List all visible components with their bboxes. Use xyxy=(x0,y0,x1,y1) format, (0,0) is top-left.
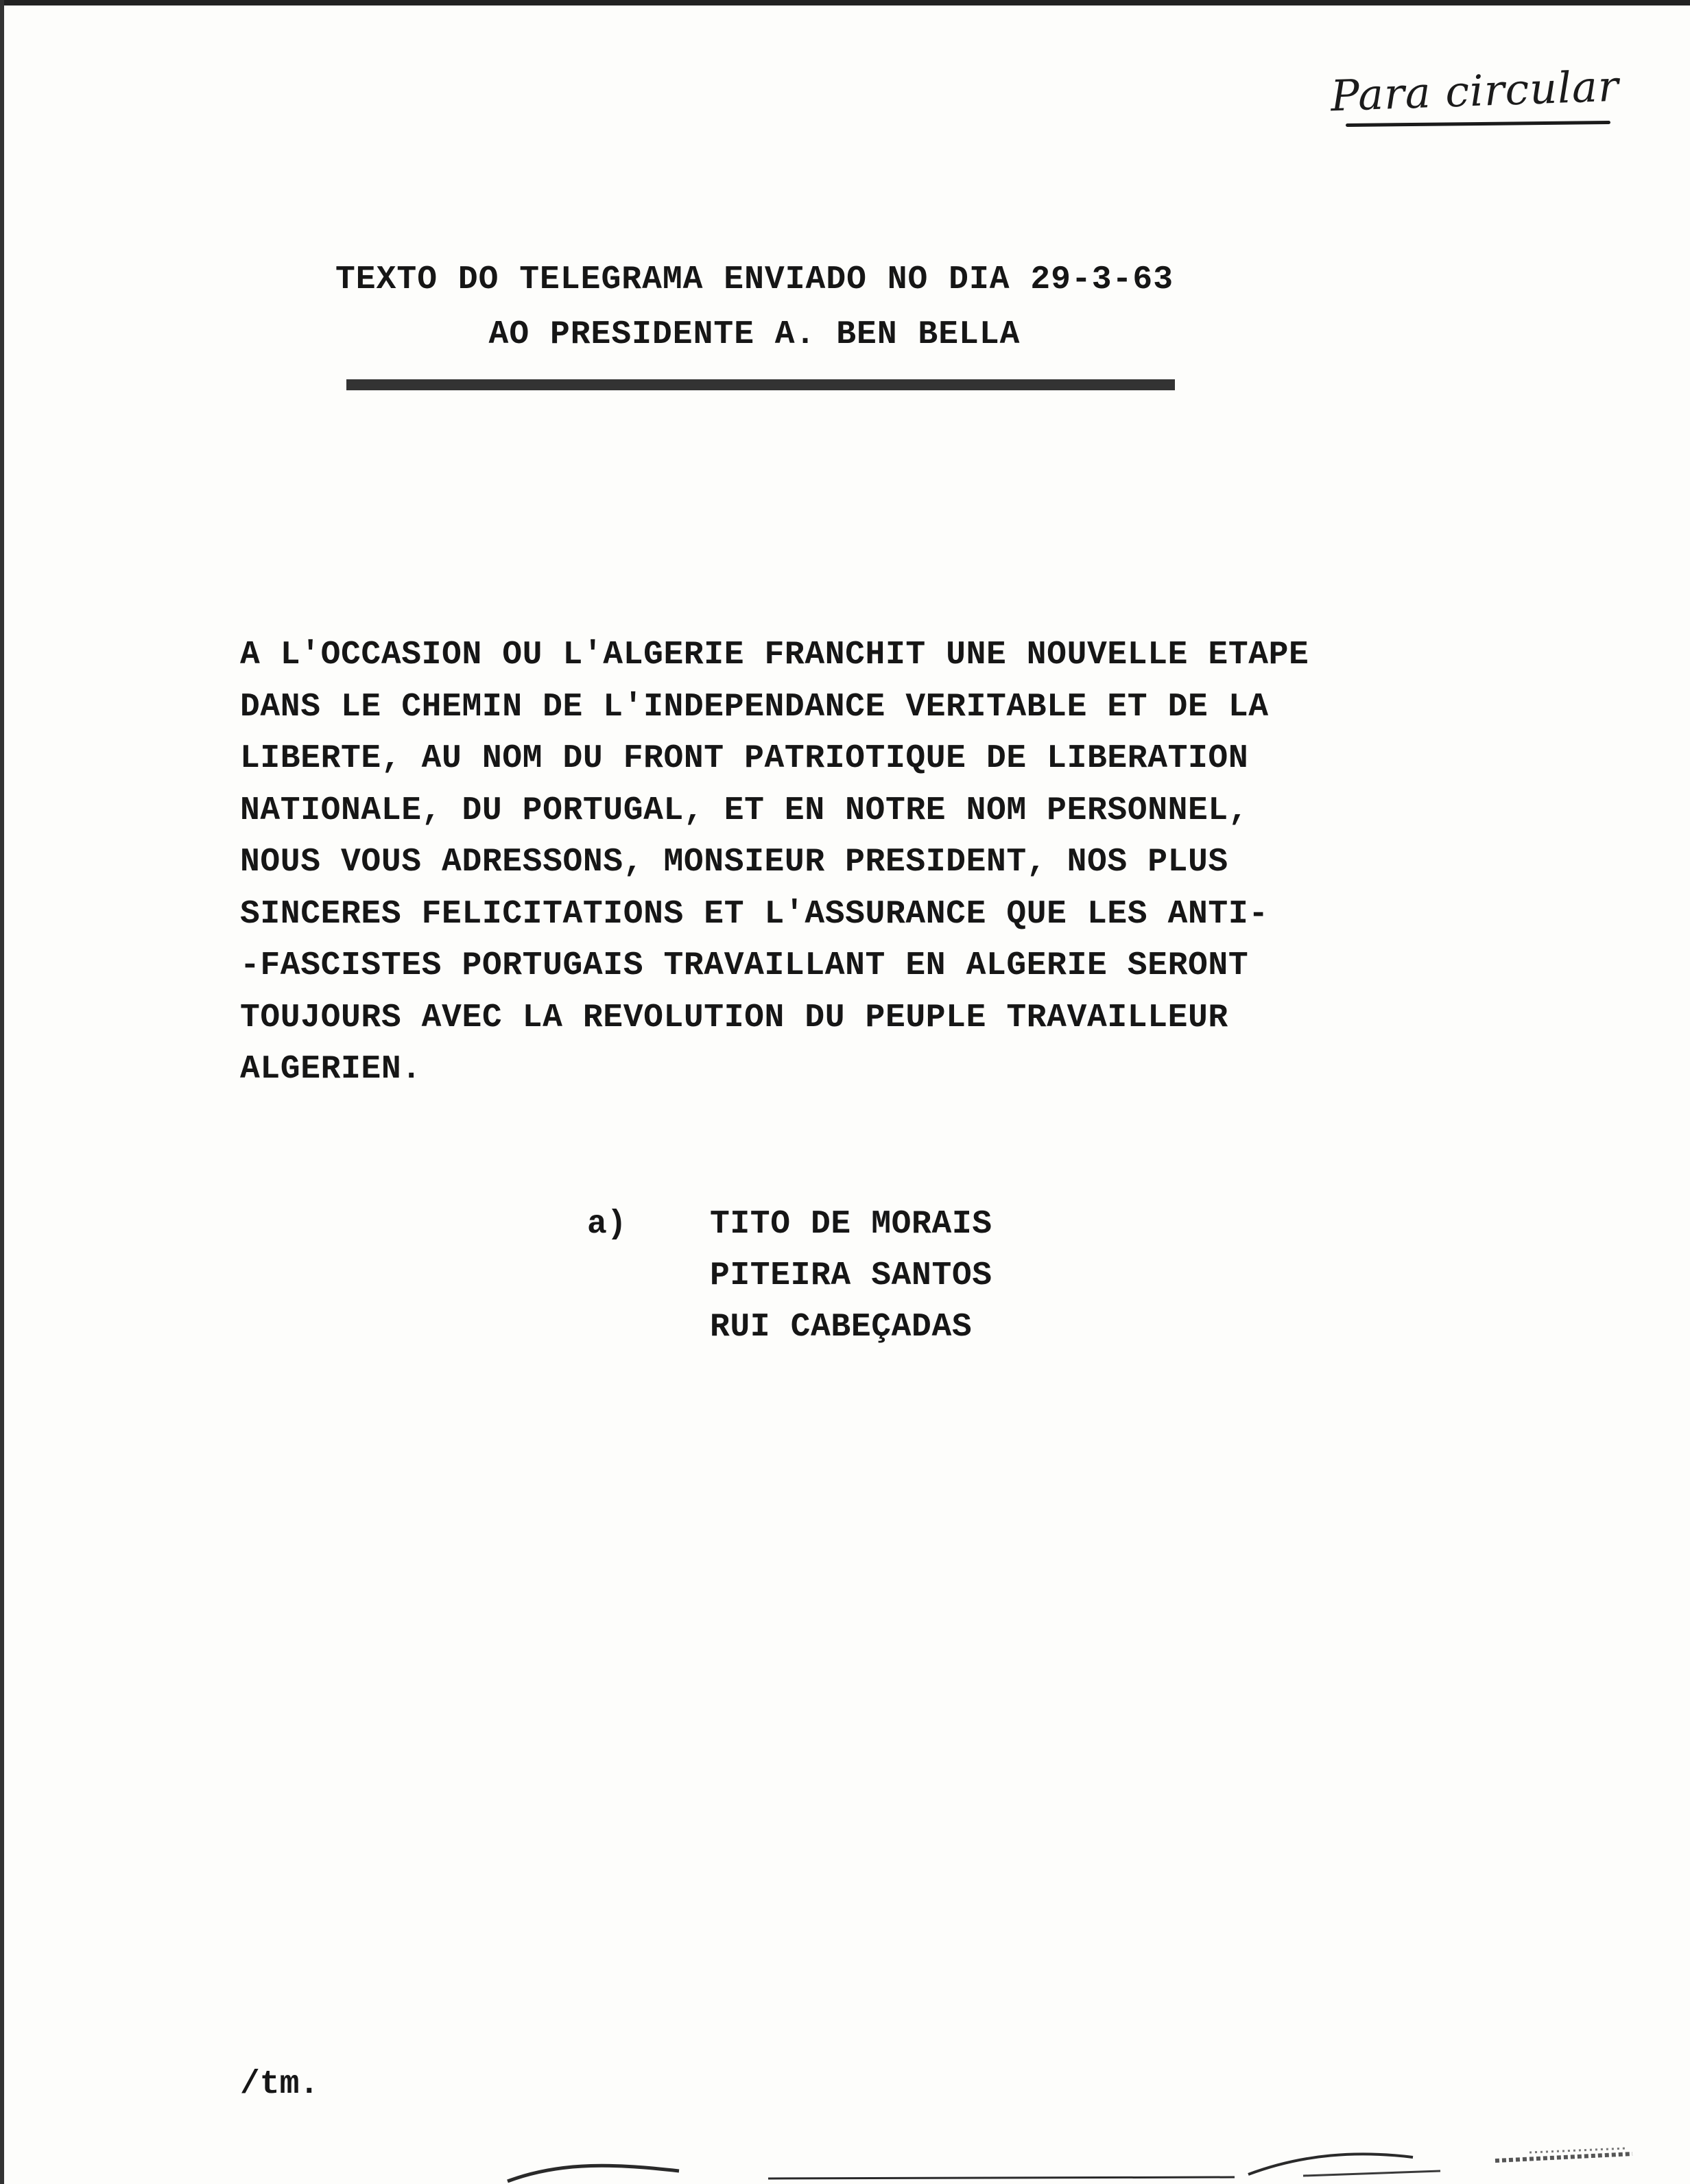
body-line: A L'OCCASION OU L'ALGERIE FRANCHIT UNE NOUVELLE ETAPE xyxy=(240,637,1309,674)
body-line: -FASCISTES PORTUGAIS TRAVAILLANT EN ALGERIE SERONT xyxy=(240,947,1249,984)
body-line: NOUS VOUS ADRESSONS, MONSIEUR PRESIDENT, NOS PLUS xyxy=(240,844,1228,881)
handwritten-note: Para circular xyxy=(1329,60,1620,121)
heading-line-2: AO PRESIDENTE A. BEN BELLA xyxy=(488,316,1021,353)
body-line: SINCERES FELICITATIONS ET L'ASSURANCE QUE LES ANTI- xyxy=(240,895,1269,933)
scan-bottom-marks xyxy=(0,2133,1690,2184)
handwritten-underline xyxy=(1346,121,1610,127)
heading-rule xyxy=(346,379,1175,390)
body-line: TOUJOURS AVEC LA REVOLUTION DU PEUPLE TRAVAILLEUR xyxy=(240,999,1228,1036)
signatory-list xyxy=(710,1199,992,1353)
signature-marker: a) xyxy=(587,1206,627,1243)
signatory-name: TITO DE MORAIS xyxy=(710,1206,992,1243)
document-heading xyxy=(206,252,1303,362)
telegram-body xyxy=(240,630,1406,1096)
body-line: NATIONALE, DU PORTUGAL, ET EN NOTRE NOM PERSONNEL, xyxy=(240,792,1249,829)
body-line: LIBERTE, AU NOM DU FRONT PATRIOTIQUE DE LIBERATION xyxy=(240,740,1249,777)
signatory-name: PITEIRA SANTOS xyxy=(710,1257,992,1294)
typist-initials: /tm. xyxy=(240,2066,320,2103)
signatory-name: RUI CABEÇADAS xyxy=(710,1309,973,1346)
scan-left-edge xyxy=(0,0,4,2184)
heading-line-1: TEXTO DO TELEGRAMA ENVIADO NO DIA 29-3-63 xyxy=(335,261,1174,298)
body-line: DANS LE CHEMIN DE L'INDEPENDANCE VERITABLE ET DE LA xyxy=(240,688,1269,726)
scan-top-edge xyxy=(0,0,1690,5)
body-line: ALGERIEN. xyxy=(240,1051,422,1088)
